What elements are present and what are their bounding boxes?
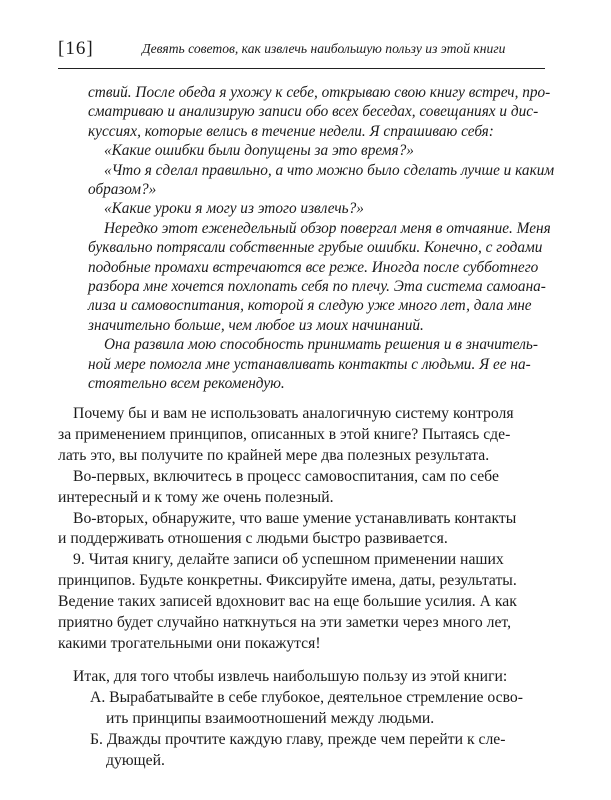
quote-line: стоятельно всем рекомендую. [88,375,285,392]
quote-line: Нередко этот еженедельный обзор повергал меня в отчаяние. Меня [104,219,551,237]
quote-line: «Какие ошибки были допущены за это время?» [104,142,414,160]
body-line: принципов. Будьте конкретны. Фиксируйте имена, даты, результаты. [58,572,517,590]
list-item-b: Б. Дважды прочтите каждую главу, прежде чем перейти к сле- [90,731,506,749]
body-line: Ведение таких записей вдохновит вас на еще большие усилия. А как [58,593,517,611]
quote-line: лиза и самовоспитания, которой я следую уже много лет, дала мне [88,297,532,315]
page-number: [16] [58,38,94,59]
quote-line: куссиях, которые велись в течение недели. Я спрашиваю себя: [88,122,494,140]
body-line: за применением принципов, описанных в этой книге? Пытаясь сде- [58,425,511,443]
body-line: Во-вторых, обнаружите, что ваше умение устанавливать контакты [73,509,517,527]
body-line: Во-первых, включитесь в процесс самовоспитания, сам по себе [73,467,499,485]
quote-line: Она развила мою способность принимать решения и в значитель- [104,336,538,354]
body-line: и поддерживать отношения с людьми быстро развивается. [58,530,448,548]
quote-line: сматриваю и анализирую записи обо всех беседах, совещаниях и дис- [88,103,539,121]
quote-line: разбора мне хочется похлопать себя по плечу. Эта система самоана- [88,278,546,295]
quote-line: ной мере помогла мне устанавливать контакты с людьми. Я ее на- [88,355,531,373]
body-line: Почему бы и вам не использовать аналогичную систему контроля [73,405,514,422]
running-title: Девять советов, как извлечь наибольшую пользу из этой книги [142,41,506,56]
running-header [58,36,545,69]
body-line: Итак, для того чтобы извлечь наибольшую пользу из этой книги: [73,668,508,686]
quote-line: образом?» [88,181,157,198]
body-line: лать это, вы получите по крайней мере два полезных результата. [58,446,490,464]
quote-line: ствий. После обеда я ухожу к себе, открываю свою книгу встреч, про- [88,84,551,101]
body-line: интересный и к тому же очень полезный. [58,488,334,506]
quote-line: «Что я сделал правильно, а что можно было сделать лучше и каким [104,161,555,179]
body-line: приятно будет случайно наткнуться на эти заметки через много лет, [58,614,512,631]
list-item-b-cont: дующей. [106,751,165,769]
quote-line: подобные промахи встречаются все реже. Иногда после субботнего [88,258,539,276]
list-item-a-cont: ить принципы взаимоотношений между людьми. [106,710,435,728]
quote-line: «Какие уроки я могу из этого извлечь?» [104,200,364,218]
list-item-a: А. Вырабатывайте в себе глубокое, деятельное стремление осво- [90,689,523,707]
body-line: какими трогательными они покажутся! [58,634,321,652]
body-line: 9. Читая книгу, делайте записи об успешном применении наших [73,551,504,569]
quote-line: буквально потрясали собственные грубые ошибки. Конечно, с годами [88,239,543,257]
quote-line: значительно больше, чем любое из моих начинаний. [88,316,424,334]
